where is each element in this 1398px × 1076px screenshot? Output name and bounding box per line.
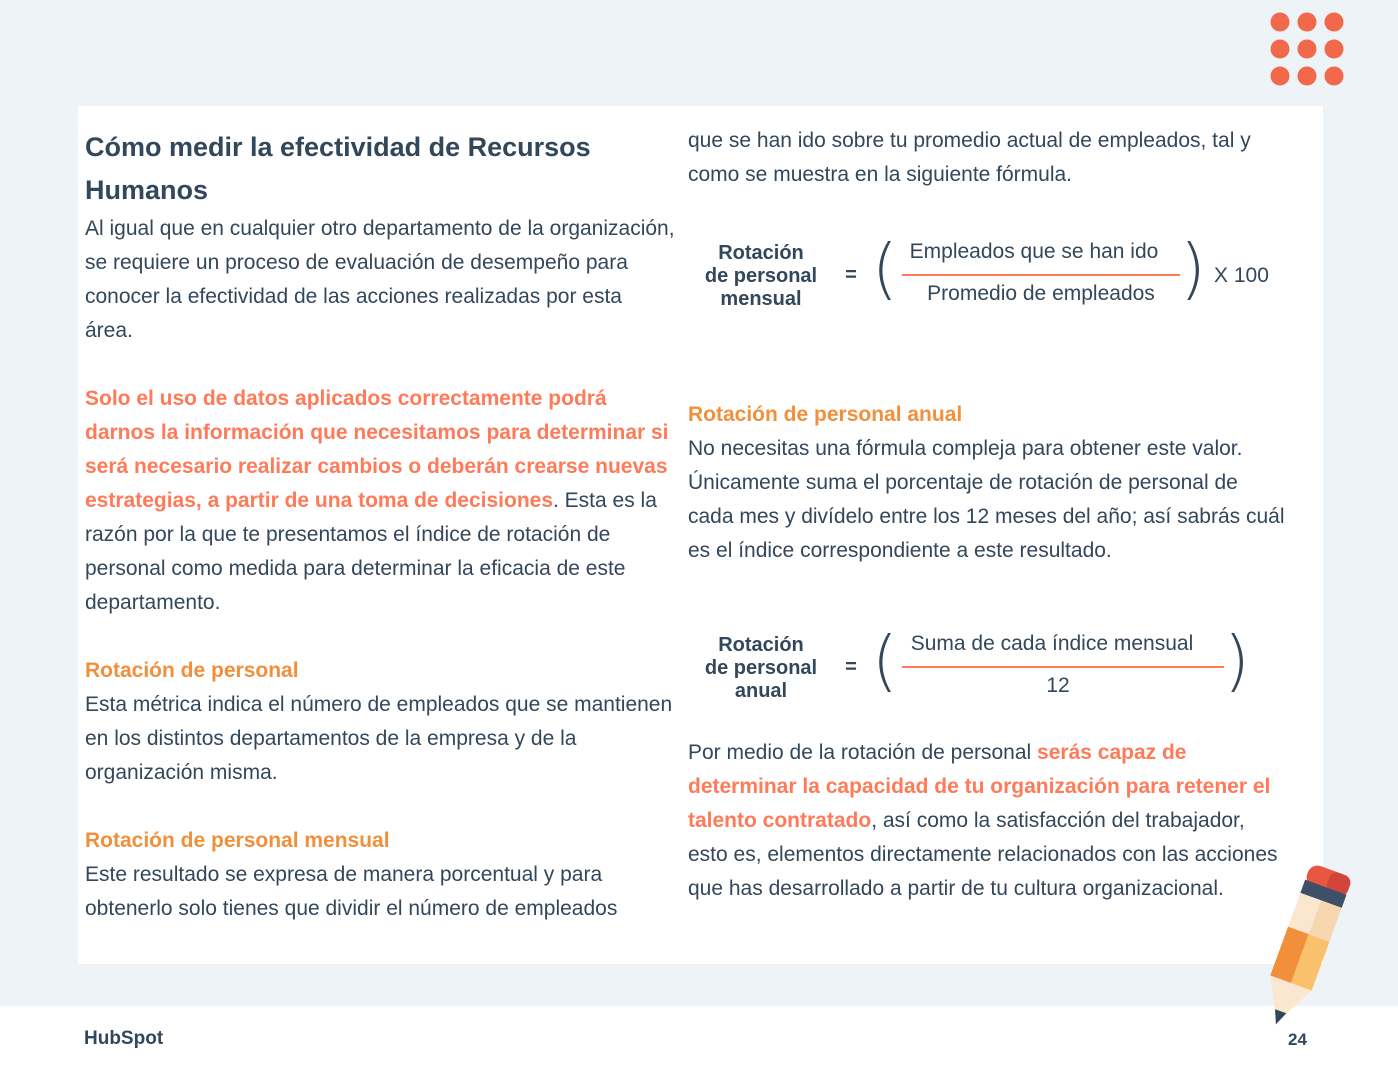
continuation-paragraph: que se han ido sobre tu promedio actual de empleados, tal y como se muestra en la siguiente fórmula. — [688, 129, 1251, 186]
closing-paragraph — [688, 736, 1288, 906]
closing-start-text: Por medio de la rotación de personal — [688, 741, 1038, 764]
equals-sign: = — [845, 264, 857, 286]
formula-anual-label — [686, 634, 836, 703]
equals-sign: = — [845, 656, 857, 678]
formula-numerator: Suma de cada índice mensual — [910, 632, 1194, 655]
rotacion-mensual-paragraph: Este resultado se expresa de manera porcentual y para obtenerlo solo tienes que dividir el número de empleados — [85, 863, 618, 920]
rotacion-anual-paragraph: No necesitas una fórmula compleja para obtener este valor. Únicamente suma el porcentaje de rotación de personal de cada mes y divídelo entre los 12 meses del año; así sabrás cuál es el índice correspondiente a este resultado. — [688, 437, 1285, 562]
fraction-line — [902, 274, 1180, 276]
formula-denominator: Promedio de empleados — [927, 282, 1155, 305]
page-heading: Cómo medir la efectividad de Recursos Humanos — [85, 132, 591, 205]
closing-section — [688, 736, 1288, 906]
formula-label-line: mensual — [720, 288, 802, 310]
right-paren-icon: ) — [1224, 622, 1250, 699]
closing-end-text: , así como la satisfacción del trabajador, esto es, elementos directamente relacionados con las acciones que has desarrollado a partir de tu cultura organizacional. — [688, 809, 1278, 900]
highlight-paragraph — [85, 382, 675, 620]
formula-label-line: de personal — [704, 265, 818, 287]
hubspot-logo[interactable]: HubSpot — [84, 1028, 164, 1049]
formula-numerator: Empleados que se han ido — [909, 240, 1159, 263]
subheading-rotacion-mensual: Rotación de personal mensual — [85, 829, 390, 852]
formula-multiplier: X 100 — [1214, 264, 1269, 287]
left-column — [85, 126, 675, 926]
fraction-line — [902, 666, 1224, 668]
highlight-rest-text: . Esta es la razón por la que te presentamos el índice de rotación de personal como medida para determinar la eficacia de este departamento. — [85, 489, 657, 614]
subheading-rotacion: Rotación de personal — [85, 659, 299, 682]
right-paren-icon: ) — [1180, 230, 1206, 307]
closing-highlight-text: serás capaz de determinar la capacidad de tu organización para retener el talento contratado — [688, 741, 1271, 832]
formula-mensual — [686, 230, 1286, 332]
formula-label-line: anual — [734, 680, 788, 702]
decorative-dots-icon — [1268, 12, 1348, 88]
footer-band — [0, 1006, 1398, 1076]
subheading-rotacion-anual: Rotación de personal anual — [688, 403, 963, 426]
pencil-icon — [1248, 855, 1358, 1040]
highlight-text: Solo el uso de datos aplicados correctamente podrá darnos la información que necesitamos para determinar si será necesario realizar cambios o deberán crearse nuevas estrategias, a partir de una toma de decisiones — [85, 387, 669, 512]
formula-label-line: Rotación — [718, 634, 804, 656]
formula-mensual-label — [686, 242, 836, 311]
intro-paragraph: Al igual que en cualquier otro departamento de la organización, se requiere un proceso de evaluación de desempeño para conocer la efectividad de las acciones realizadas por esta área. — [85, 217, 675, 342]
formula-anual — [686, 622, 1286, 724]
rotacion-paragraph: Esta métrica indica el número de empleados que se mantienen en los distintos departamentos de la empresa y de la organización misma. — [85, 693, 673, 784]
formula-label-line: de personal — [704, 657, 818, 679]
annual-section — [688, 398, 1288, 568]
left-paren-icon: ( — [872, 230, 898, 307]
formula-label-line: Rotación — [718, 242, 804, 264]
page-number: 24 — [1288, 1030, 1307, 1049]
left-paren-icon: ( — [872, 622, 898, 699]
right-column-top — [688, 124, 1288, 192]
formula-denominator: 12 — [1046, 674, 1070, 697]
